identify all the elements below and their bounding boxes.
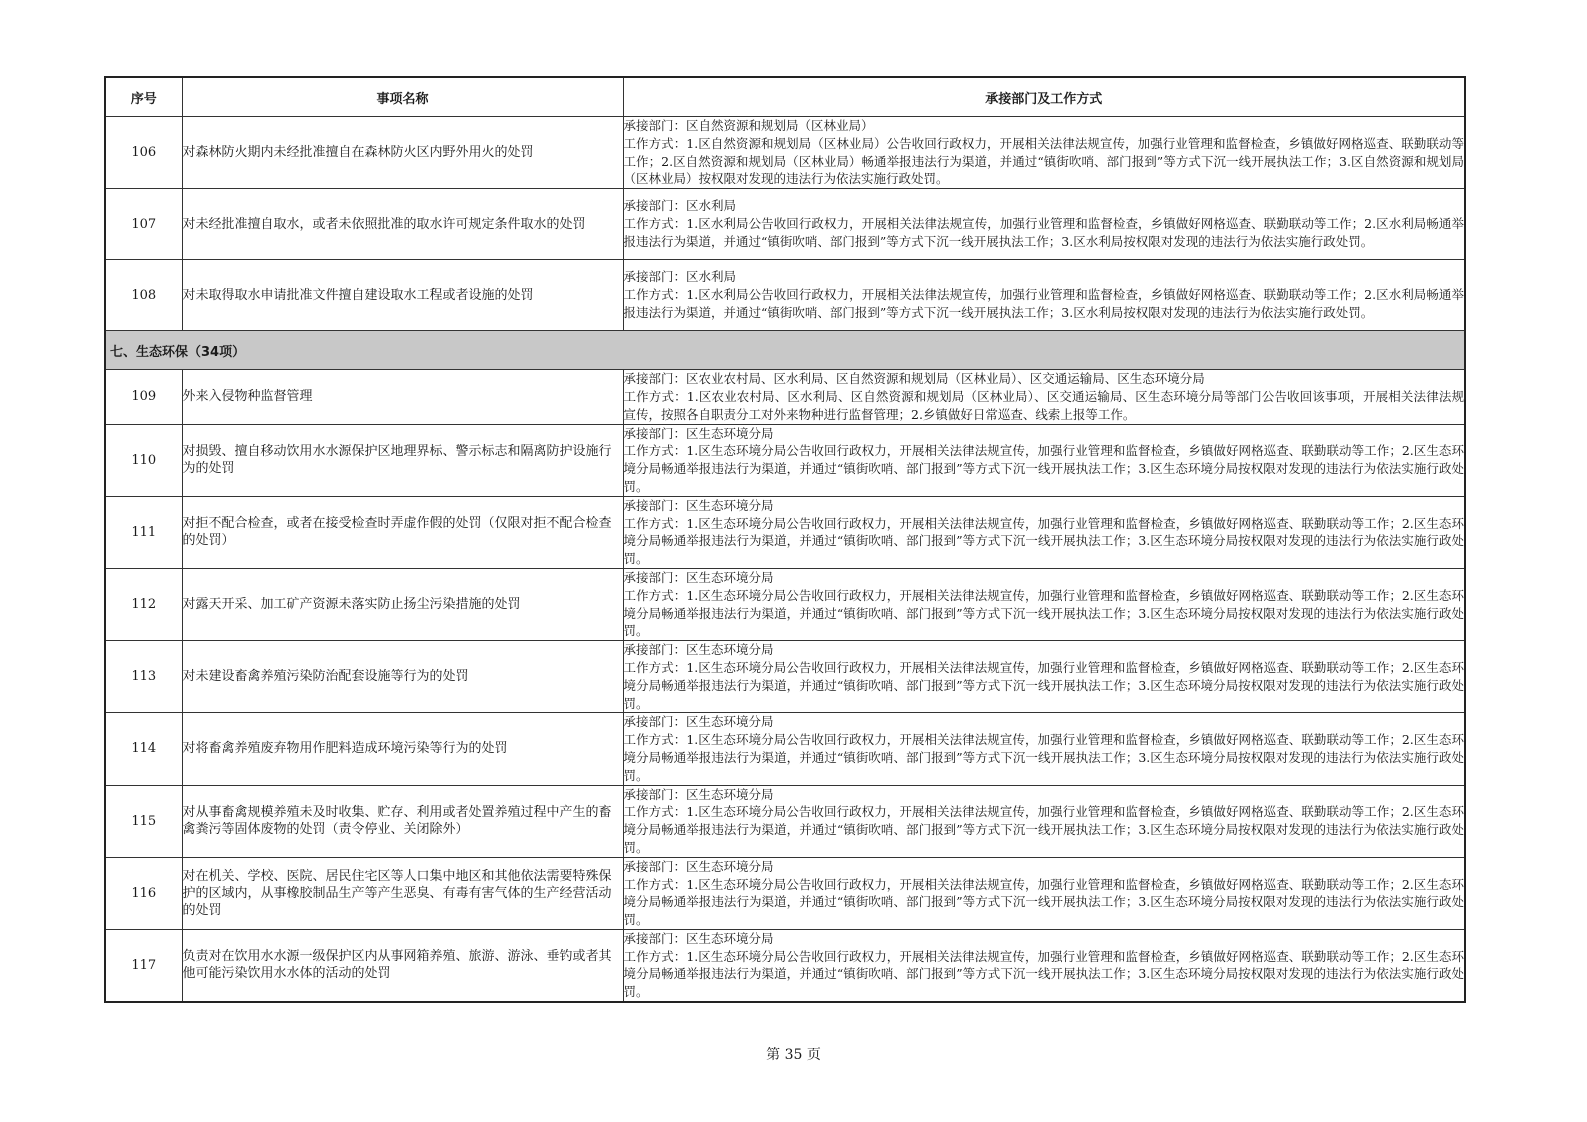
row-matter-name: 对从事畜禽规模养殖未及时收集、贮存、利用或者处置养殖过程中产生的畜禽粪污等固体废物的处罚（责令停业、关闭除外） [182,785,623,857]
table-row [105,713,1465,785]
row-serial-number: 108 [105,260,182,331]
row-serial-number: 110 [105,424,182,496]
table-row [105,260,1465,331]
row-department-method [623,785,1465,857]
table-body [105,117,1465,1003]
department-line: 承接部门：区水利局 [623,198,737,214]
row-department-method [623,713,1465,785]
row-department-method [623,370,1465,424]
department-line: 承接部门：区生态环境分局 [623,858,774,874]
row-matter-name: 对露天开采、加工矿产资源未落实防止扬尘污染措施的处罚 [182,568,623,640]
department-line: 承接部门：区生态环境分局 [623,497,774,513]
row-serial-number: 117 [105,929,182,1002]
row-matter-name: 对森林防火期内未经批准擅自在森林防火区内野外用火的处罚 [182,117,623,189]
table-row [105,496,1465,568]
department-line: 承接部门：区生态环境分局 [623,642,774,658]
department-line: 承接部门：区生态环境分局 [623,786,774,802]
work-method-line: 工作方式：1.区生态环境分局公告收回行政权力，开展相关法律法规宣传，加强行业管理和监督检查，乡镇做好网格巡查、联勤联动等工作；2.区生态环境分局畅通举报违法行为渠道，并通过“镇街吹哨、部门报到”等方式下沉一线开展执法工作；3.区生态环境分局按权限对发现的违法行为依法实施行政处罚。 [623,948,1464,1000]
row-matter-name: 对将畜禽养殖废弃物用作肥料造成环境污染等行为的处罚 [182,713,623,785]
row-matter-name: 对损毁、擅自移动饮用水水源保护区地理界标、警示标志和隔离防护设施行为的处罚 [182,424,623,496]
department-line: 承接部门：区生态环境分局 [623,425,774,441]
row-serial-number: 112 [105,568,182,640]
row-matter-name: 对拒不配合检查，或者在接受检查时弄虚作假的处罚（仅限对拒不配合检查的处罚） [182,496,623,568]
row-department-method [623,117,1465,189]
row-department-method [623,260,1465,331]
row-serial-number: 114 [105,713,182,785]
table-row [105,785,1465,857]
department-line: 承接部门：区生态环境分局 [623,569,774,585]
department-line: 承接部门：区农业农村局、区水利局、区自然资源和规划局（区林业局）、区交通运输局、区生态环境分局 [623,371,1205,387]
department-line: 承接部门：区生态环境分局 [623,714,774,730]
work-method-line: 工作方式：1.区水利局公告收回行政权力，开展相关法律法规宣传，加强行业管理和监督检查，乡镇做好网格巡查、联勤联动等工作；2.区水利局畅通举报违法行为渠道，并通过“镇街吹哨、部门报到”等方式下沉一线开展执法工作；3.区水利局按权限对发现的违法行为依法实施行政处罚。 [623,287,1464,321]
work-method-line: 工作方式：1.区生态环境分局公告收回行政权力，开展相关法律法规宣传，加强行业管理和监督检查，乡镇做好网格巡查、联勤联动等工作；2.区生态环境分局畅通举报违法行为渠道，并通过“镇街吹哨、部门报到”等方式下沉一线开展执法工作；3.区生态环境分局按权限对发现的违法行为依法实施行政处罚。 [623,804,1464,855]
work-method-line: 工作方式：1.区生态环境分局公告收回行政权力，开展相关法律法规宣传，加强行业管理和监督检查，乡镇做好网格巡查、联勤联动等工作；2.区生态环境分局畅通举报违法行为渠道，并通过“镇街吹哨、部门报到”等方式下沉一线开展执法工作；3.区生态环境分局按权限对发现的违法行为依法实施行政处罚。 [623,587,1464,639]
row-matter-name: 负责对在饮用水水源一级保护区内从事网箱养殖、旅游、游泳、垂钓或者其他可能污染饮用水水体的活动的处罚 [182,929,623,1002]
department-line: 承接部门：区自然资源和规划局（区林业局） [623,118,874,133]
table-row [105,117,1465,189]
table-row [105,568,1465,640]
document-page [104,76,1464,1003]
matters-table [104,76,1466,1003]
category-row [105,331,1465,370]
row-serial-number: 107 [105,189,182,260]
header-serial-number: 序号 [105,77,182,117]
department-line: 承接部门：区生态环境分局 [623,930,774,946]
page-number: 第 35 页 [766,1047,821,1063]
row-matter-name: 对未取得取水申请批准文件擅自建设取水工程或者设施的处罚 [182,260,623,331]
table-header-row [105,77,1465,117]
row-matter-name: 外来入侵物种监督管理 [182,370,623,424]
table-row [105,424,1465,496]
row-serial-number: 116 [105,857,182,929]
row-department-method [623,496,1465,568]
work-method-line: 工作方式：1.区自然资源和规划局（区林业局）公告收回行政权力，开展相关法律法规宣传，加强行业管理和监督检查，乡镇做好网格巡查、联勤联动等工作；2.区自然资源和规划局（区林业局）畅通举报违法行为渠道，并通过“镇街吹哨、部门报到”等方式下沉一线开展执法工作；3.区自然资源和规划局（区林业局）按权限对发现的违法行为依法实施行政处罚。 [623,135,1464,187]
row-department-method [623,568,1465,640]
category-title: 七、生态环保（34项） [105,331,1465,370]
row-serial-number: 115 [105,785,182,857]
row-department-method [623,641,1465,713]
department-line: 承接部门：区水利局 [623,269,737,285]
row-department-method [623,857,1465,929]
table-row [105,641,1465,713]
work-method-line: 工作方式：1.区水利局公告收回行政权力，开展相关法律法规宣传，加强行业管理和监督检查，乡镇做好网格巡查、联勤联动等工作；2.区水利局畅通举报违法行为渠道，并通过“镇街吹哨、部门报到”等方式下沉一线开展执法工作；3.区水利局按权限对发现的违法行为依法实施行政处罚。 [623,216,1464,250]
row-department-method [623,189,1465,260]
header-matter-name: 事项名称 [182,77,623,117]
table-row [105,189,1465,260]
row-matter-name: 对在机关、学校、医院、居民住宅区等人口集中地区和其他依法需要特殊保护的区域内，从事橡胶制品生产等产生恶臭、有毒有害气体的生产经营活动的处罚 [182,857,623,929]
row-department-method [623,929,1465,1002]
table-row [105,857,1465,929]
row-serial-number: 109 [105,370,182,424]
row-serial-number: 106 [105,117,182,189]
row-serial-number: 111 [105,496,182,568]
header-department-method: 承接部门及工作方式 [623,77,1465,117]
work-method-line: 工作方式：1.区生态环境分局公告收回行政权力，开展相关法律法规宣传，加强行业管理和监督检查，乡镇做好网格巡查、联勤联动等工作；2.区生态环境分局畅通举报违法行为渠道，并通过“镇街吹哨、部门报到”等方式下沉一线开展执法工作；3.区生态环境分局按权限对发现的违法行为依法实施行政处罚。 [623,515,1464,567]
work-method-line: 工作方式：1.区生态环境分局公告收回行政权力，开展相关法律法规宣传，加强行业管理和监督检查，乡镇做好网格巡查、联勤联动等工作；2.区生态环境分局畅通举报违法行为渠道，并通过“镇街吹哨、部门报到”等方式下沉一线开展执法工作；3.区生态环境分局按权限对发现的违法行为依法实施行政处罚。 [623,732,1464,783]
row-serial-number: 113 [105,641,182,713]
row-matter-name: 对未经批准擅自取水，或者未依照批准的取水许可规定条件取水的处罚 [182,189,623,260]
work-method-line: 工作方式：1.区生态环境分局公告收回行政权力，开展相关法律法规宣传，加强行业管理和监督检查，乡镇做好网格巡查、联勤联动等工作；2.区生态环境分局畅通举报违法行为渠道，并通过“镇街吹哨、部门报到”等方式下沉一线开展执法工作；3.区生态环境分局按权限对发现的违法行为依法实施行政处罚。 [623,443,1464,494]
table-row [105,929,1465,1002]
row-department-method [623,424,1465,496]
work-method-line: 工作方式：1.区生态环境分局公告收回行政权力，开展相关法律法规宣传，加强行业管理和监督检查，乡镇做好网格巡查、联勤联动等工作；2.区生态环境分局畅通举报违法行为渠道，并通过“镇街吹哨、部门报到”等方式下沉一线开展执法工作；3.区生态环境分局按权限对发现的违法行为依法实施行政处罚。 [623,876,1464,928]
row-matter-name: 对未建设畜禽养殖污染防治配套设施等行为的处罚 [182,641,623,713]
work-method-line: 工作方式：1.区农业农村局、区水利局、区自然资源和规划局（区林业局）、区交通运输局、区生态环境分局等部门公告收回该事项，开展相关法律法规宣传，按照各自职责分工对外来物种进行监督管理；2.乡镇做好日常巡查、线索上报等工作。 [623,388,1464,422]
table-row [105,370,1465,424]
work-method-line: 工作方式：1.区生态环境分局公告收回行政权力，开展相关法律法规宣传，加强行业管理和监督检查，乡镇做好网格巡查、联勤联动等工作；2.区生态环境分局畅通举报违法行为渠道，并通过“镇街吹哨、部门报到”等方式下沉一线开展执法工作；3.区生态环境分局按权限对发现的违法行为依法实施行政处罚。 [623,659,1464,711]
